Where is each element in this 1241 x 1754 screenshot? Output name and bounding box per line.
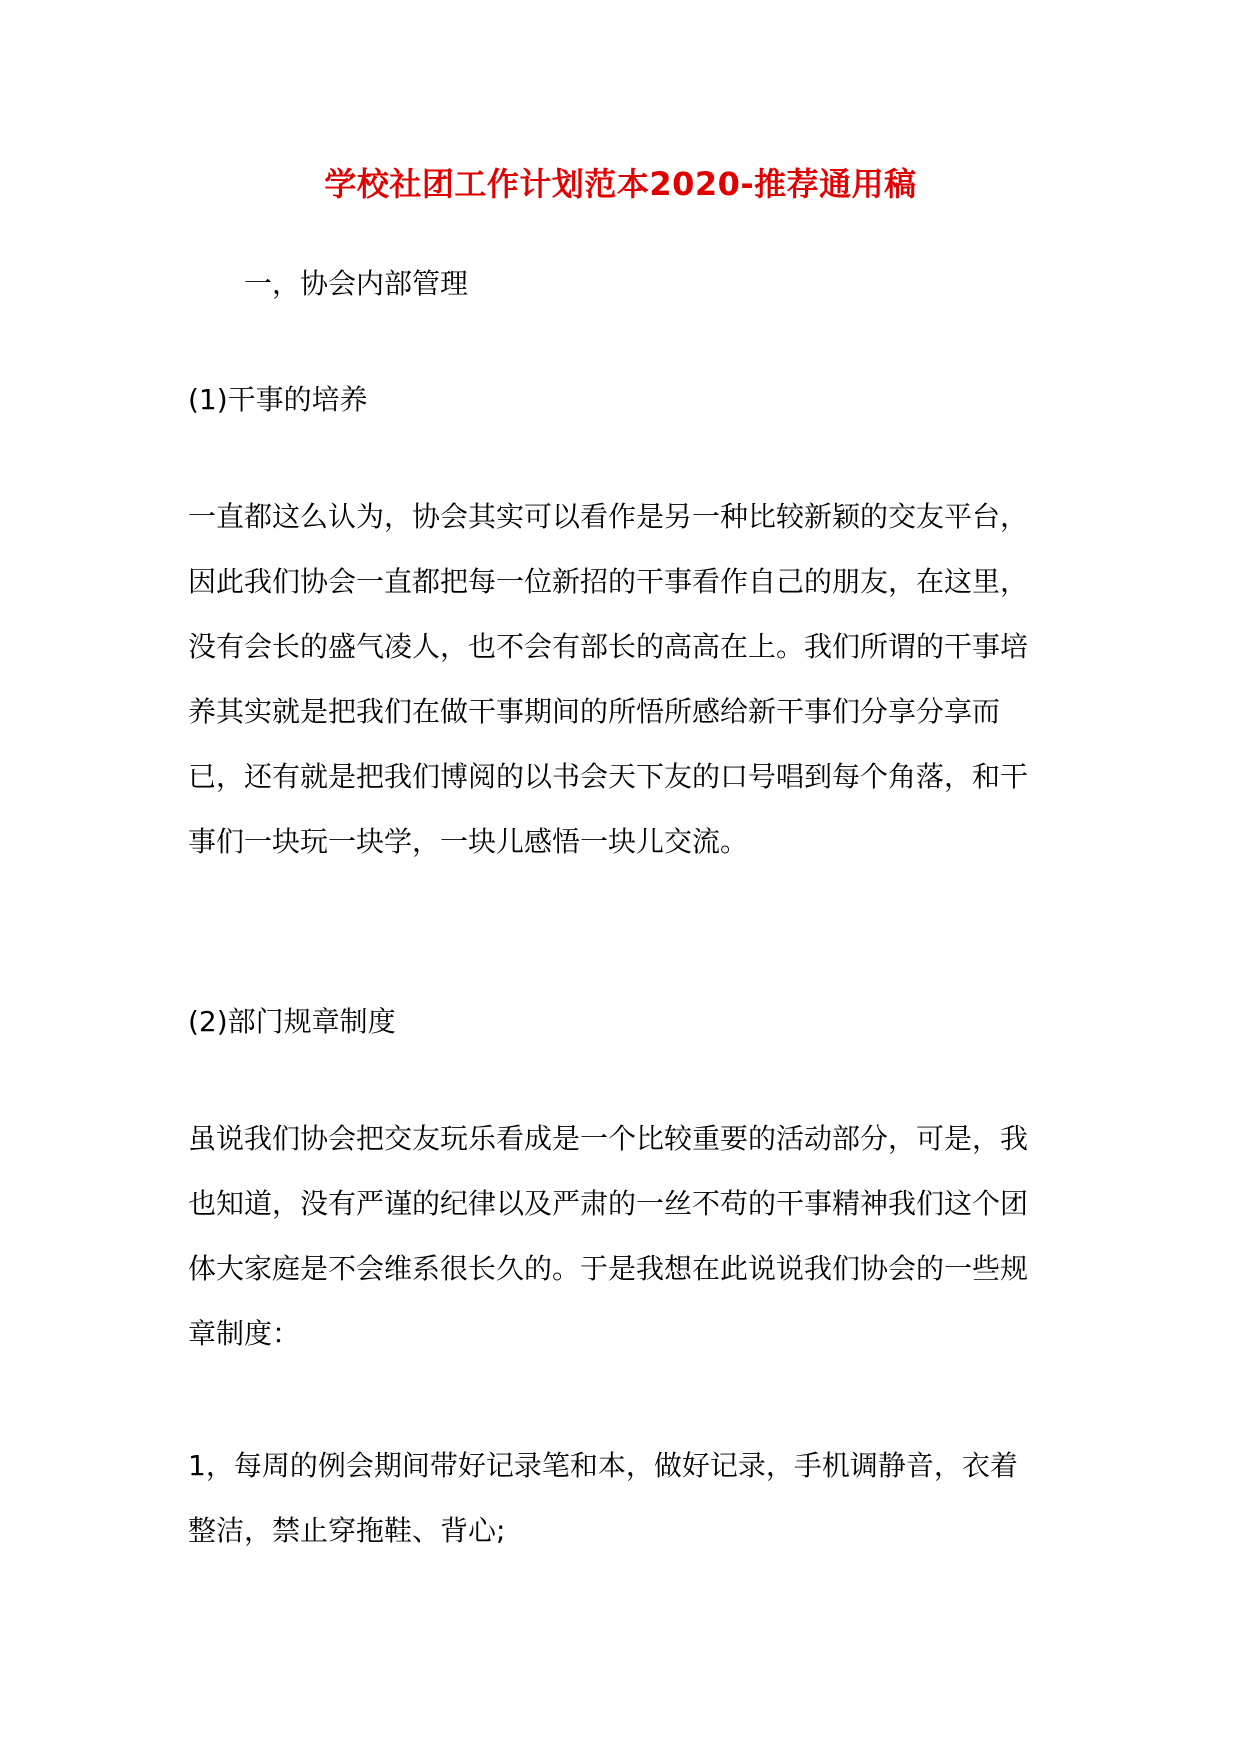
- paragraph-line: 整洁，禁止穿拖鞋、背心;: [188, 1514, 506, 1547]
- paragraph-line: 没有会长的盛气凌人，也不会有部长的高高在上。我们所谓的干事培: [188, 630, 1029, 663]
- paragraph-line: 体大家庭是不会维系很长久的。于是我想在此说说我们协会的一些规: [188, 1252, 1029, 1285]
- paragraph-line: 已，还有就是把我们博阅的以书会天下友的口号唱到每个角落，和干: [188, 760, 1029, 793]
- paragraph-line: 章制度：: [188, 1317, 301, 1350]
- paragraph-line: 虽说我们协会把交友玩乐看成是一个比较重要的活动部分，可是，我: [188, 1122, 1029, 1155]
- paragraph-line: 一直都这么认为，协会其实可以看作是另一种比较新颖的交友平台，: [188, 500, 1029, 533]
- subsection-heading-staff-training: (1)干事的培养: [188, 383, 368, 416]
- paragraph-line: 因此我们协会一直都把每一位新招的干事看作自己的朋友，在这里，: [188, 565, 1029, 598]
- paragraph-staff-training: [188, 497, 1088, 887]
- paragraph-department-rules: [188, 1119, 1088, 1379]
- section-heading-internal-management: 一，协会内部管理: [244, 267, 469, 300]
- paragraph-line: 事们一块玩一块学，一块儿感悟一块儿交流。: [188, 825, 749, 858]
- paragraph-line: 也知道，没有严谨的纪律以及严肃的一丝不苟的干事精神我们这个团: [188, 1187, 1029, 1220]
- subsection-heading-department-rules: (2)部门规章制度: [188, 1005, 396, 1038]
- document-title: 学校社团工作计划范本2020-推荐通用稿: [324, 165, 917, 203]
- paragraph-rule-1: [188, 1446, 1088, 1576]
- paragraph-line: 养其实就是把我们在做干事期间的所悟所感给新干事们分享分享而: [188, 695, 1001, 728]
- paragraph-line: 1，每周的例会期间带好记录笔和本，做好记录，手机调静音，衣着: [188, 1449, 1018, 1482]
